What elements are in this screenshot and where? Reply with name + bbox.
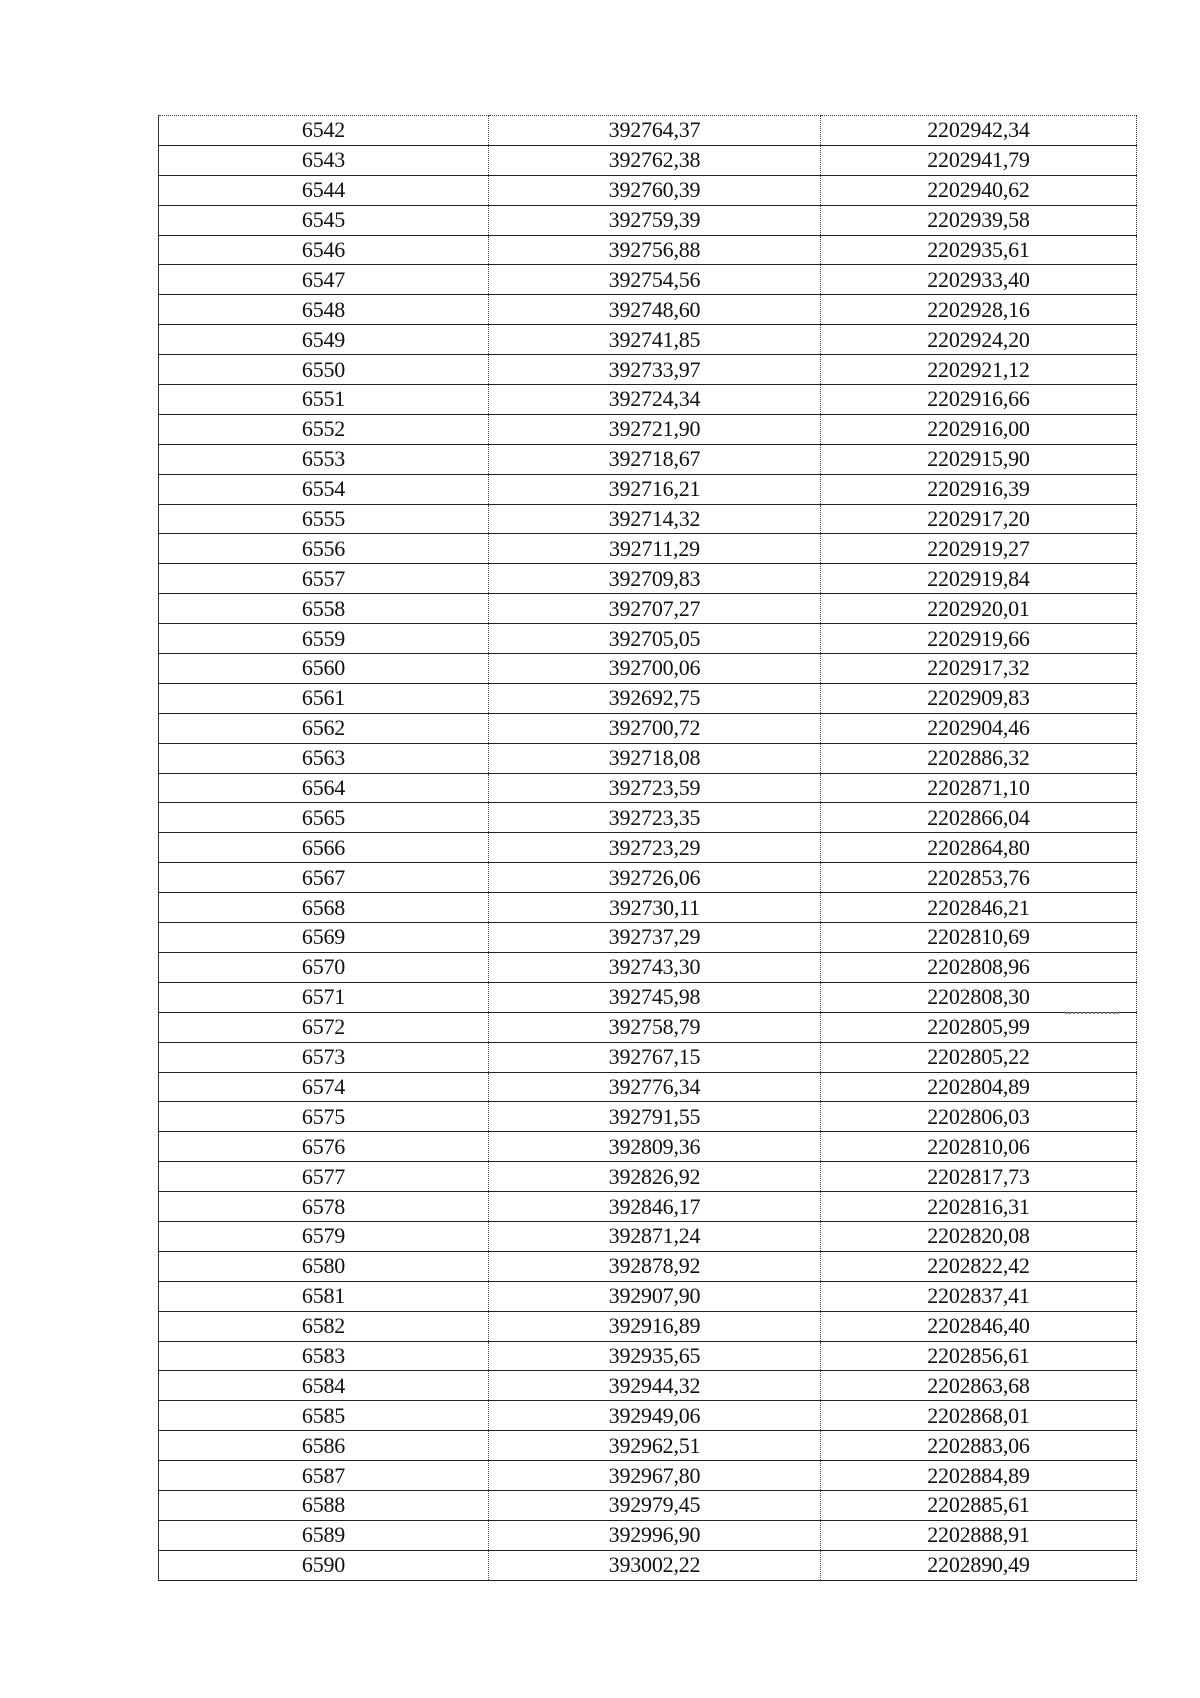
y-coordinate-cell: 2202933,40: [821, 265, 1137, 295]
table-row: [159, 1012, 1137, 1042]
x-coordinate-cell: 392730,11: [489, 893, 821, 923]
table-row: [159, 952, 1137, 982]
table-row: [159, 145, 1137, 175]
table-row: [159, 1311, 1137, 1341]
x-coordinate-cell: 392878,92: [489, 1251, 821, 1281]
table-row: [159, 504, 1137, 534]
y-coordinate-cell: 2202890,49: [821, 1550, 1137, 1580]
x-coordinate-cell: 392743,30: [489, 952, 821, 982]
x-coordinate-cell: 392758,79: [489, 1012, 821, 1042]
point-number-cell: 6549: [159, 325, 489, 355]
table-row: [159, 743, 1137, 773]
table-row: [159, 683, 1137, 713]
x-coordinate-cell: 392776,34: [489, 1072, 821, 1102]
point-number-cell: 6559: [159, 624, 489, 654]
x-coordinate-cell: 392826,92: [489, 1162, 821, 1192]
table-row: [159, 1132, 1137, 1162]
table-row: [159, 1192, 1137, 1222]
point-number-cell: 6564: [159, 773, 489, 803]
table-row: [159, 923, 1137, 953]
x-coordinate-cell: 392791,55: [489, 1102, 821, 1132]
table-row: [159, 265, 1137, 295]
table-row: [159, 1102, 1137, 1132]
x-coordinate-cell: 392764,37: [489, 116, 821, 146]
point-number-cell: 6582: [159, 1311, 489, 1341]
table-row: [159, 175, 1137, 205]
point-number-cell: 6548: [159, 295, 489, 325]
table-row: [159, 385, 1137, 415]
table-row: [159, 1371, 1137, 1401]
y-coordinate-cell: 2202810,69: [821, 923, 1137, 953]
table-row: [159, 564, 1137, 594]
point-number-cell: 6553: [159, 444, 489, 474]
x-coordinate-cell: 392718,67: [489, 444, 821, 474]
point-number-cell: 6578: [159, 1192, 489, 1222]
point-number-cell: 6568: [159, 893, 489, 923]
coordinates-table: [158, 115, 1137, 1581]
y-coordinate-cell: 2202866,04: [821, 803, 1137, 833]
y-coordinate-cell: 2202921,12: [821, 355, 1137, 385]
table-row: [159, 624, 1137, 654]
table-row: [159, 773, 1137, 803]
point-number-cell: 6543: [159, 145, 489, 175]
point-number-cell: 6577: [159, 1162, 489, 1192]
x-coordinate-cell: 392962,51: [489, 1431, 821, 1461]
table-row: [159, 1281, 1137, 1311]
table-row: [159, 803, 1137, 833]
point-number-cell: 6566: [159, 833, 489, 863]
x-coordinate-cell: 392745,98: [489, 982, 821, 1012]
y-coordinate-cell: 2202846,21: [821, 893, 1137, 923]
x-coordinate-cell: 392709,83: [489, 564, 821, 594]
x-coordinate-cell: 392944,32: [489, 1371, 821, 1401]
x-coordinate-cell: 392711,29: [489, 534, 821, 564]
point-number-cell: 6585: [159, 1401, 489, 1431]
x-coordinate-cell: 392762,38: [489, 145, 821, 175]
point-number-cell: 6581: [159, 1281, 489, 1311]
point-number-cell: 6574: [159, 1072, 489, 1102]
table-row: [159, 1550, 1137, 1580]
y-coordinate-cell: 2202909,83: [821, 683, 1137, 713]
table-row: [159, 235, 1137, 265]
x-coordinate-cell: 392916,89: [489, 1311, 821, 1341]
point-number-cell: 6570: [159, 952, 489, 982]
table-row: [159, 1072, 1137, 1102]
point-number-cell: 6562: [159, 713, 489, 743]
x-coordinate-cell: 392705,05: [489, 624, 821, 654]
y-coordinate-cell: 2202856,61: [821, 1341, 1137, 1371]
y-coordinate-cell: 2202871,10: [821, 773, 1137, 803]
table-row: [159, 654, 1137, 684]
table-row: [159, 205, 1137, 235]
y-coordinate-cell: 2202816,31: [821, 1192, 1137, 1222]
table-row: [159, 534, 1137, 564]
y-coordinate-cell: 2202883,06: [821, 1431, 1137, 1461]
point-number-cell: 6546: [159, 235, 489, 265]
table-row: [159, 414, 1137, 444]
point-number-cell: 6583: [159, 1341, 489, 1371]
y-coordinate-cell: 2202888,91: [821, 1520, 1137, 1550]
y-coordinate-cell: 2202917,20: [821, 504, 1137, 534]
y-coordinate-cell: 2202939,58: [821, 205, 1137, 235]
point-number-cell: 6584: [159, 1371, 489, 1401]
table-row: [159, 982, 1137, 1012]
point-number-cell: 6569: [159, 923, 489, 953]
y-coordinate-cell: 2202917,32: [821, 654, 1137, 684]
x-coordinate-cell: 392724,34: [489, 385, 821, 415]
coordinates-table-body: [159, 116, 1137, 1581]
y-coordinate-cell: 2202808,96: [821, 952, 1137, 982]
stray-dotted-mark: [1066, 1012, 1118, 1015]
y-coordinate-cell: 2202805,99: [821, 1012, 1137, 1042]
table-row: [159, 863, 1137, 893]
point-number-cell: 6554: [159, 474, 489, 504]
y-coordinate-cell: 2202916,00: [821, 414, 1137, 444]
point-number-cell: 6555: [159, 504, 489, 534]
table-row: [159, 1221, 1137, 1251]
x-coordinate-cell: 392979,45: [489, 1490, 821, 1520]
x-coordinate-cell: 392723,35: [489, 803, 821, 833]
y-coordinate-cell: 2202916,39: [821, 474, 1137, 504]
y-coordinate-cell: 2202941,79: [821, 145, 1137, 175]
point-number-cell: 6587: [159, 1461, 489, 1491]
y-coordinate-cell: 2202817,73: [821, 1162, 1137, 1192]
x-coordinate-cell: 392760,39: [489, 175, 821, 205]
y-coordinate-cell: 2202822,42: [821, 1251, 1137, 1281]
point-number-cell: 6590: [159, 1550, 489, 1580]
point-number-cell: 6567: [159, 863, 489, 893]
x-coordinate-cell: 392726,06: [489, 863, 821, 893]
y-coordinate-cell: 2202904,46: [821, 713, 1137, 743]
y-coordinate-cell: 2202846,40: [821, 1311, 1137, 1341]
y-coordinate-cell: 2202863,68: [821, 1371, 1137, 1401]
point-number-cell: 6557: [159, 564, 489, 594]
x-coordinate-cell: 392707,27: [489, 594, 821, 624]
x-coordinate-cell: 392767,15: [489, 1042, 821, 1072]
y-coordinate-cell: 2202928,16: [821, 295, 1137, 325]
x-coordinate-cell: 392748,60: [489, 295, 821, 325]
table-row: [159, 1401, 1137, 1431]
point-number-cell: 6571: [159, 982, 489, 1012]
point-number-cell: 6542: [159, 116, 489, 146]
x-coordinate-cell: 392723,59: [489, 773, 821, 803]
x-coordinate-cell: 392809,36: [489, 1132, 821, 1162]
table-row: [159, 444, 1137, 474]
x-coordinate-cell: 392692,75: [489, 683, 821, 713]
point-number-cell: 6579: [159, 1221, 489, 1251]
y-coordinate-cell: 2202916,66: [821, 385, 1137, 415]
point-number-cell: 6556: [159, 534, 489, 564]
x-coordinate-cell: 392871,24: [489, 1221, 821, 1251]
point-number-cell: 6580: [159, 1251, 489, 1281]
x-coordinate-cell: 392714,32: [489, 504, 821, 534]
point-number-cell: 6561: [159, 683, 489, 713]
table-row: [159, 1042, 1137, 1072]
table-row: [159, 594, 1137, 624]
y-coordinate-cell: 2202884,89: [821, 1461, 1137, 1491]
x-coordinate-cell: 392700,06: [489, 654, 821, 684]
x-coordinate-cell: 392754,56: [489, 265, 821, 295]
table-row: [159, 355, 1137, 385]
y-coordinate-cell: 2202919,84: [821, 564, 1137, 594]
x-coordinate-cell: 392846,17: [489, 1192, 821, 1222]
x-coordinate-cell: 392737,29: [489, 923, 821, 953]
table-row: [159, 295, 1137, 325]
point-number-cell: 6560: [159, 654, 489, 684]
x-coordinate-cell: 392718,08: [489, 743, 821, 773]
x-coordinate-cell: 392721,90: [489, 414, 821, 444]
coordinates-table-container: [158, 115, 1136, 1581]
point-number-cell: 6575: [159, 1102, 489, 1132]
table-row: [159, 116, 1137, 146]
y-coordinate-cell: 2202924,20: [821, 325, 1137, 355]
point-number-cell: 6573: [159, 1042, 489, 1072]
x-coordinate-cell: 393002,22: [489, 1550, 821, 1580]
y-coordinate-cell: 2202804,89: [821, 1072, 1137, 1102]
y-coordinate-cell: 2202853,76: [821, 863, 1137, 893]
y-coordinate-cell: 2202935,61: [821, 235, 1137, 265]
table-row: [159, 474, 1137, 504]
x-coordinate-cell: 392741,85: [489, 325, 821, 355]
x-coordinate-cell: 392716,21: [489, 474, 821, 504]
table-row: [159, 1431, 1137, 1461]
point-number-cell: 6544: [159, 175, 489, 205]
y-coordinate-cell: 2202915,90: [821, 444, 1137, 474]
x-coordinate-cell: 392935,65: [489, 1341, 821, 1371]
point-number-cell: 6565: [159, 803, 489, 833]
y-coordinate-cell: 2202942,34: [821, 116, 1137, 146]
table-row: [159, 1490, 1137, 1520]
point-number-cell: 6588: [159, 1490, 489, 1520]
y-coordinate-cell: 2202919,66: [821, 624, 1137, 654]
point-number-cell: 6545: [159, 205, 489, 235]
x-coordinate-cell: 392700,72: [489, 713, 821, 743]
table-row: [159, 1162, 1137, 1192]
y-coordinate-cell: 2202837,41: [821, 1281, 1137, 1311]
x-coordinate-cell: 392733,97: [489, 355, 821, 385]
y-coordinate-cell: 2202886,32: [821, 743, 1137, 773]
y-coordinate-cell: 2202940,62: [821, 175, 1137, 205]
x-coordinate-cell: 392907,90: [489, 1281, 821, 1311]
x-coordinate-cell: 392759,39: [489, 205, 821, 235]
y-coordinate-cell: 2202885,61: [821, 1490, 1137, 1520]
x-coordinate-cell: 392723,29: [489, 833, 821, 863]
point-number-cell: 6589: [159, 1520, 489, 1550]
point-number-cell: 6572: [159, 1012, 489, 1042]
y-coordinate-cell: 2202806,03: [821, 1102, 1137, 1132]
point-number-cell: 6563: [159, 743, 489, 773]
table-row: [159, 325, 1137, 355]
x-coordinate-cell: 392949,06: [489, 1401, 821, 1431]
y-coordinate-cell: 2202864,80: [821, 833, 1137, 863]
table-row: [159, 1461, 1137, 1491]
y-coordinate-cell: 2202810,06: [821, 1132, 1137, 1162]
y-coordinate-cell: 2202808,30: [821, 982, 1137, 1012]
y-coordinate-cell: 2202868,01: [821, 1401, 1137, 1431]
x-coordinate-cell: 392996,90: [489, 1520, 821, 1550]
table-row: [159, 713, 1137, 743]
y-coordinate-cell: 2202805,22: [821, 1042, 1137, 1072]
point-number-cell: 6576: [159, 1132, 489, 1162]
y-coordinate-cell: 2202919,27: [821, 534, 1137, 564]
table-row: [159, 833, 1137, 863]
table-row: [159, 893, 1137, 923]
point-number-cell: 6586: [159, 1431, 489, 1461]
x-coordinate-cell: 392967,80: [489, 1461, 821, 1491]
table-row: [159, 1251, 1137, 1281]
point-number-cell: 6550: [159, 355, 489, 385]
table-row: [159, 1341, 1137, 1371]
x-coordinate-cell: 392756,88: [489, 235, 821, 265]
point-number-cell: 6547: [159, 265, 489, 295]
table-row: [159, 1520, 1137, 1550]
y-coordinate-cell: 2202820,08: [821, 1221, 1137, 1251]
y-coordinate-cell: 2202920,01: [821, 594, 1137, 624]
point-number-cell: 6552: [159, 414, 489, 444]
point-number-cell: 6551: [159, 385, 489, 415]
point-number-cell: 6558: [159, 594, 489, 624]
